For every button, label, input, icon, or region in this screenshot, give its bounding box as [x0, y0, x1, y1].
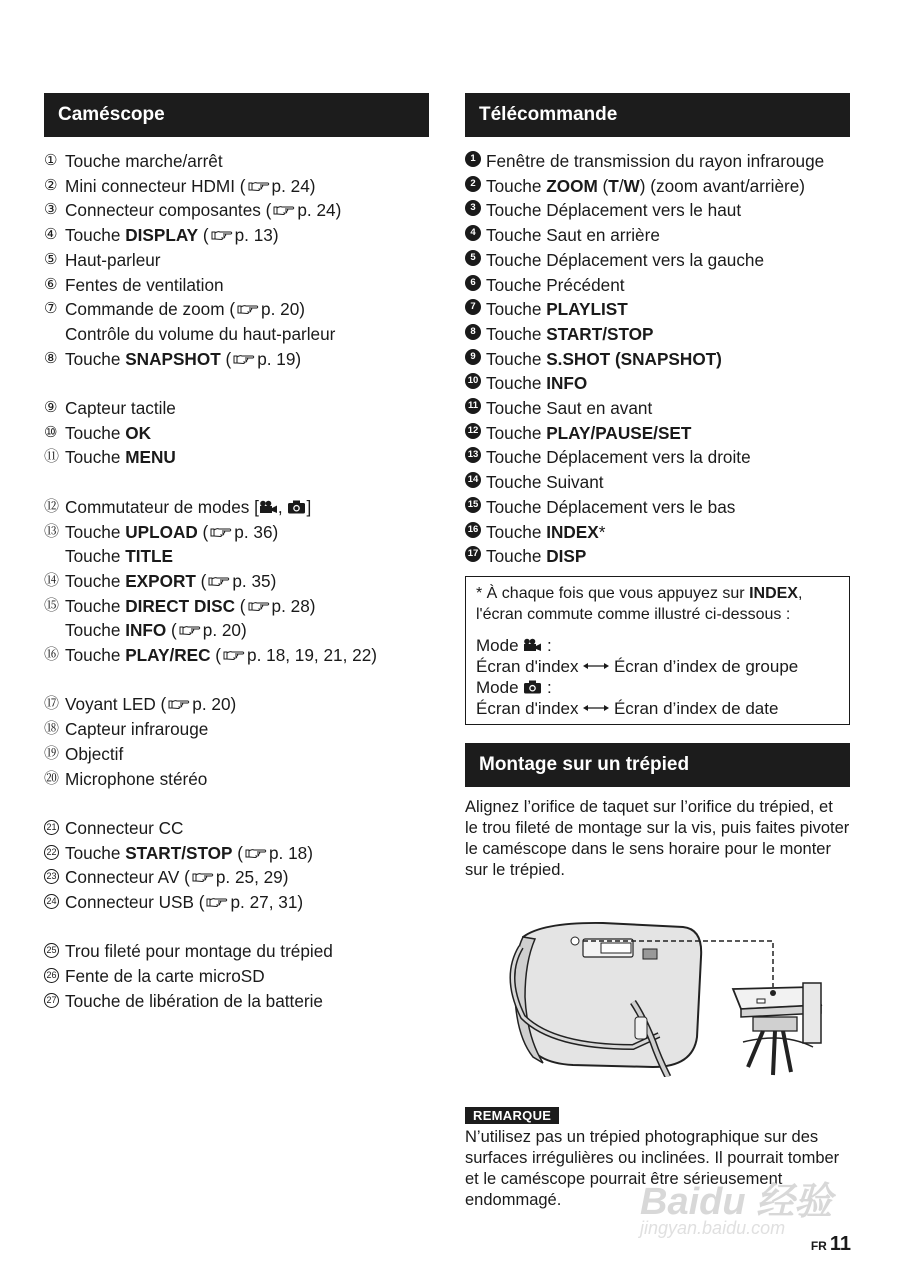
list-item: 14 Touche Suivant: [465, 470, 850, 495]
item-number: 14: [465, 472, 481, 488]
item-number: 16: [465, 522, 481, 538]
pointing-hand-icon: [237, 303, 259, 315]
item-number: 5: [465, 250, 481, 266]
list-item: Contrôle du volume du haut-parleur: [65, 323, 336, 344]
list-item: 8 Touche START/STOP: [465, 322, 850, 347]
tripod-instructions: Alignez l’orifice de taquet sur l’orifice du trépied, et le trou fileté de montage sur la vis, puis faites pivoter le caméscope dans le sens horaire pour le monter sur le trépied.: [465, 797, 850, 879]
list-item: ⑯ Touche PLAY/REC ( p. 18, 19, 21, 22): [44, 643, 429, 668]
list-item: ⑳ Microphone stéréo: [44, 767, 429, 792]
list-item: 4 Touche Saut en arrière: [465, 223, 850, 248]
item-number: 26: [44, 968, 59, 983]
list-item: 10 Touche INFO: [465, 371, 850, 396]
pointing-hand-icon: [168, 698, 190, 710]
list-item: 13 Touche Déplacement vers la droite: [465, 445, 850, 470]
item-number: ②: [44, 176, 58, 194]
item-number: 6: [465, 275, 481, 291]
list-item: 23 Connecteur AV ( p. 25, 29): [44, 865, 429, 890]
video-mode-sequence: Écran d'index Écran d’index de groupe: [476, 656, 799, 676]
list-item: 27 Touche de libération de la batterie: [44, 989, 429, 1014]
list-item: 1 Fenêtre de transmission du rayon infrarouge: [465, 149, 850, 174]
list-item: 26 Fente de la carte microSD: [44, 964, 429, 989]
item-number: 8: [465, 324, 481, 340]
item-number: 2: [465, 176, 481, 192]
list-item: ⑥ Fentes de ventilation: [44, 273, 429, 298]
item-number: 3: [465, 200, 481, 216]
video-camera-icon: [259, 500, 278, 514]
remote-buttons-list: [465, 149, 850, 569]
list-item: 12 Touche PLAY/PAUSE/SET: [465, 421, 850, 446]
page-number-value: 11: [829, 1233, 851, 1255]
list-item: 22 Touche START/STOP ( p. 18): [44, 841, 429, 866]
pointing-hand-icon: [208, 575, 230, 587]
item-number: ⑬: [44, 522, 60, 540]
pointing-hand-icon: [179, 624, 201, 636]
item-number: ⑮: [44, 596, 60, 614]
list-item: ⑱ Capteur infrarouge: [44, 717, 429, 742]
item-number: ⑯: [44, 646, 60, 664]
item-number: 10: [465, 373, 481, 389]
remark-text: N’utilisez pas un trépied photographique sur des surfaces irrégulières ou inclinées. Il pourrait tomber et le caméscope pourrait être sérieusement endommagé.: [465, 1127, 840, 1209]
item-number: ⑰: [44, 695, 60, 713]
photo-camera-icon: [287, 500, 306, 514]
list-item: 25 Trou fileté pour montage du trépied: [44, 939, 429, 964]
list-item: 21 Connecteur CC: [44, 816, 429, 841]
photo-mode-sequence: Écran d'index Écran d’index de date: [476, 698, 779, 718]
video-camera-icon: [523, 638, 542, 652]
list-item: ⑫ Commutateur de modes [ , ]: [44, 495, 429, 520]
item-number: 27: [44, 993, 59, 1008]
pointing-hand-icon: [248, 600, 270, 612]
item-number: ⑫: [44, 497, 60, 515]
tripod-section-title: Montage sur un trépied: [465, 743, 850, 787]
camcorder-section-title: Caméscope: [44, 93, 429, 137]
list-item: 9 Touche S.SHOT (SNAPSHOT): [465, 347, 850, 372]
list-item: Touche INFO ( p. 20): [65, 620, 247, 641]
list-item: ⑰ Voyant LED ( p. 20): [44, 692, 429, 717]
item-number: 17: [465, 546, 481, 562]
item-number: ⑨: [44, 399, 58, 417]
list-item: 17 Touche DISP: [465, 544, 850, 569]
list-item: ④ Touche DISPLAY ( p. 13): [44, 223, 429, 248]
list-item: ② Mini connecteur HDMI ( p. 24): [44, 174, 429, 199]
right-column: [465, 93, 850, 1211]
item-number: ⑥: [44, 275, 58, 293]
pointing-hand-icon: [192, 871, 214, 883]
item-number: ⑦: [44, 300, 58, 318]
item-number: ⑪: [44, 448, 60, 466]
item-number: 11: [465, 398, 481, 414]
page-number: [811, 1233, 851, 1256]
pointing-hand-icon: [206, 896, 228, 908]
list-item: ⑮ Touche DIRECT DISC ( p. 28): [44, 594, 429, 619]
item-number: ①: [44, 152, 58, 169]
item-number: ⑩: [44, 423, 58, 441]
photo-camera-icon: [523, 680, 542, 694]
item-number: 9: [465, 349, 481, 365]
mode-switch-list: [476, 635, 839, 719]
item-number: 21: [44, 820, 59, 835]
list-item: ⑩ Touche OK: [44, 421, 429, 446]
remote-section-title: Télécommande: [465, 93, 850, 137]
list-item: ⑭ Touche EXPORT ( p. 35): [44, 569, 429, 594]
list-item: ⑲ Objectif: [44, 742, 429, 767]
list-item: 5 Touche Déplacement vers la gauche: [465, 248, 850, 273]
pointing-hand-icon: [248, 180, 270, 192]
item-number: 4: [465, 225, 481, 241]
list-item: ① Touche marche/arrêt: [44, 149, 429, 174]
item-number: 25: [44, 943, 59, 958]
list-item: 7 Touche PLAYLIST: [465, 297, 850, 322]
list-item: ⑬ Touche UPLOAD ( p. 36): [44, 520, 429, 545]
list-item: 16 Touche INDEX*: [465, 520, 850, 545]
watermark-brand: Baidu 经验: [640, 1181, 833, 1223]
item-number: ⑭: [44, 571, 60, 589]
tripod-mounting-illustration: [483, 917, 843, 1077]
item-number: 1: [465, 151, 481, 167]
remark-badge: REMARQUE: [465, 1107, 559, 1124]
item-number: 7: [465, 299, 481, 315]
item-number: ⑱: [44, 720, 60, 738]
item-number: ⑲: [44, 744, 60, 762]
list-item: Touche TITLE: [65, 546, 173, 567]
camcorder-parts-list: [44, 149, 429, 1014]
pointing-hand-icon: [273, 204, 295, 216]
list-item: ⑨ Capteur tactile: [44, 396, 429, 421]
note-line-1: * À chaque fois que vous appuyez sur INDEX,: [476, 584, 803, 602]
item-number: 23: [44, 869, 59, 884]
list-item: 6 Touche Précédent: [465, 273, 850, 298]
index-note-box: [465, 576, 850, 725]
item-number: 15: [465, 497, 481, 513]
list-item: 15 Touche Déplacement vers le bas: [465, 495, 850, 520]
photo-mode-label: Mode :: [476, 677, 552, 697]
list-item: 24 Connecteur USB ( p. 27, 31): [44, 890, 429, 915]
list-item: 2 Touche ZOOM (T/W) (zoom avant/arrière): [465, 174, 850, 199]
list-item: 3 Touche Déplacement vers le haut: [465, 198, 850, 223]
list-item: ⑤ Haut-parleur: [44, 248, 429, 273]
list-item: ⑪ Touche MENU: [44, 445, 429, 470]
item-number: ③: [44, 201, 58, 219]
watermark-url: jingyan.baidu.com: [640, 1218, 786, 1238]
list-item: ⑦ Commande de zoom ( p. 20): [44, 297, 429, 322]
list-item: 11 Touche Saut en avant: [465, 396, 850, 421]
item-number: ⑤: [44, 250, 58, 268]
item-number: 22: [44, 845, 59, 860]
pointing-hand-icon: [210, 526, 232, 538]
language-code: FR: [810, 1239, 827, 1253]
double-arrow-icon: [583, 703, 609, 713]
item-number: ④: [44, 226, 58, 244]
pointing-hand-icon: [223, 649, 245, 661]
list-item: ⑧ Touche SNAPSHOT ( p. 19): [44, 347, 429, 372]
double-arrow-icon: [583, 661, 609, 671]
pointing-hand-icon: [211, 229, 233, 241]
item-number: 13: [465, 447, 481, 463]
item-number: ⑳: [44, 769, 60, 787]
pointing-hand-icon: [233, 353, 255, 365]
item-number: ⑧: [44, 349, 58, 367]
item-number: 24: [44, 894, 59, 909]
video-mode-label: Mode :: [476, 635, 552, 655]
note-line-2: l'écran commute comme illustré ci-dessous :: [476, 605, 791, 623]
item-number: 12: [465, 423, 481, 439]
left-column: [44, 93, 429, 1014]
pointing-hand-icon: [245, 847, 267, 859]
list-item: ③ Connecteur composantes ( p. 24): [44, 198, 429, 223]
